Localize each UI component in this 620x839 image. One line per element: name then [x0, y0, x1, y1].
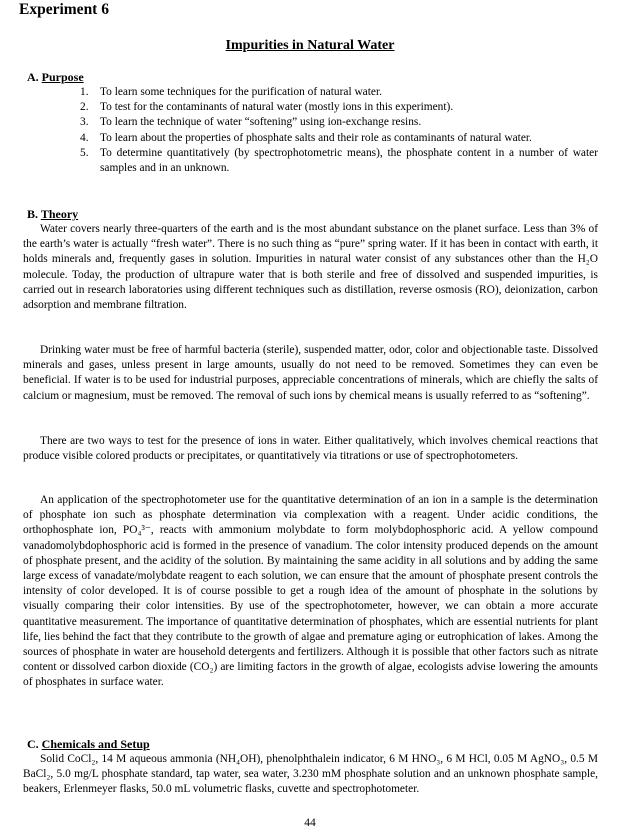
- chemicals-heading-text: Chemicals and Setup: [41, 737, 150, 751]
- list-item: 2. To test for the contaminants of natural water (mostly ions in this experiment).: [80, 101, 454, 114]
- chemicals-paragraph: Solid CoCl₂, 14 M aqueous ammonia (NH₄OH), phenolphthalein indicator, 6 M HNO₃, 6 M HCl, 0.05 M AgNO₃, 0.5 M BaCl₂, 5.0 mg/L phosphate standard, tap water, sea water, 3.230 mM phosphate solution and an unknown phosphate sample, beakers, Erlenmeyer flasks, 50.0 mL volumetric flasks, cuvette and spectrophotometer.: [23, 753, 598, 796]
- purpose-letter: A.: [27, 70, 39, 84]
- page-title: Impurities in Natural Water: [225, 38, 395, 53]
- list-item: 5. To determine quantitatively (by spectrophotometric means), the phosphate content in a number of water samples and in an unknown.: [80, 146, 598, 175]
- list-item: 1. To learn some techniques for the purification of natural water.: [80, 86, 382, 98]
- purpose-heading: [27, 70, 84, 85]
- chemicals-letter: C.: [27, 737, 39, 751]
- theory-paragraph-3: There are two ways to test for the presence of ions in water. Either qualitatively, which involves chemical reactions that produce visible colored products or precipitates, or quantitatively via titrations or use of spectrophotometers.: [23, 435, 598, 463]
- list-item: 3. To learn the technique of water “softening” using ion-exchange resins.: [80, 116, 422, 129]
- purpose-heading-text: Purpose: [41, 70, 84, 84]
- chemicals-heading: [27, 737, 150, 752]
- list-item: 4. To learn about the properties of phosphate salts and their role as contaminants of natural water.: [80, 131, 532, 144]
- theory-paragraph-1: Water covers nearly three-quarters of the earth and is the most abundant substance on the planet surface. Less than 3% of the earth’s water is actually “fresh water”. There is no such thing as “pure” spring water. If it has been in contact with earth, it holds minerals and, frequently gases in solution. Impurities in natural water consist of any substances other than the H₂O molecule. Today, the production of ultrapure water that is both sterile and free of dissolved and suspended impurities, is carried out in research laboratories using different techniques such as distillation, reverse osmosis (RO), deionization, carbon adsorption and membrane filtration.: [23, 223, 598, 312]
- theory-paragraph-2: Drinking water must be free of harmful bacteria (sterile), suspended matter, odor, color and objectionable taste. Dissolved minerals and gases, unless present in large amounts, usually do not need to be removed. Sometimes they can even be beneficial. If water is to be used for industrial purposes, appreciable concentrations of minerals, which are chiefly the salts of calcium or magnesium, must be removed. The removal of such ions by chemical means is usually referred to as “softening”.: [23, 344, 598, 402]
- page-number: 44: [304, 817, 316, 829]
- theory-heading: [27, 207, 78, 222]
- theory-paragraph-4: An application of the spectrophotometer use for the quantitative determination of an ion in a sample is the determination of phosphate ion such as phosphate determination via complexation with a reagent. Under acidic conditions, the orthophosphate ion, PO₄³⁻, reacts with ammonium molybdate to form molybdophosphoric acid. A yellow compound vanadomolybdophosphoric acid is formed in the presence of vanadium. The color intensity produced depends on the amount of phosphate present, and the acidity of the solution. By maintaining the same acidity in all solutions and by adding the same large excess of vanadate/molybdate reagent to each solution, we can ensure that the amount of phosphate present controls the intensity of color developed. It is of course possible to get a rough idea of the amount of phosphate in the solutions by visually comparing their color intensities. By use of the spectrophotometer, however, we can obtain a more accurate quantitative measurement. The importance of quantitative determination of phosphates, which are essential nutrients for plant life, lies behind the fact that they contribute to the growth of algae and premature aging or eutrophication of lakes. Among the sources of phosphate in water are household detergents and fertilizers. Although it is possible that other factors such as nitrate content or dissolved carbon dioxide (CO₂) are limiting factors in the growth of algae, ecologists advise lowering the amounts of phosphates in surface water.: [23, 494, 598, 689]
- experiment-number: Experiment 6: [19, 1, 109, 18]
- theory-heading-text: Theory: [40, 207, 79, 221]
- purpose-list: [80, 85, 598, 176]
- theory-letter: B.: [27, 207, 39, 221]
